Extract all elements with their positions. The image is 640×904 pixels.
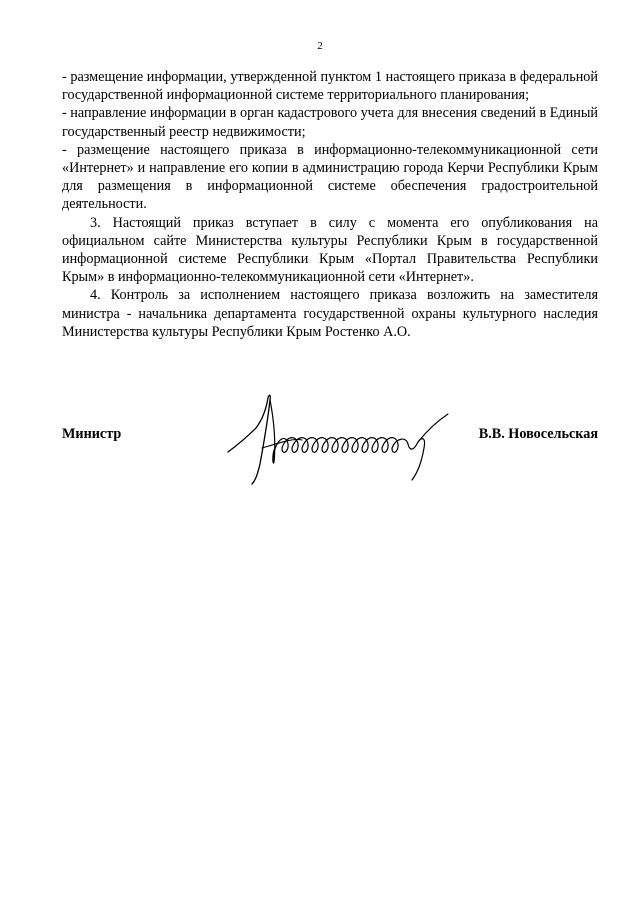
paragraph-clause-3: 3. Настоящий приказ вступает в силу с момента его опубликования на официальном сайте Министерства культуры Республики Крым в государственной информационной системе Республики Крым «Портал Правительства Республики Крым» в информационно-телекоммуникационной сети «Интернет». bbox=[62, 214, 598, 286]
paragraph-2: - направление информации в орган кадастрового учета для внесения сведений в Единый государственный реестр недвижимости; bbox=[62, 105, 598, 140]
paragraph-3: - размещение настоящего приказа в информационно-телекоммуникационной сети «Интернет» и направление его копии в администрацию города Керчи Республики Крым для размещения в информационной системе обеспечения градостроительной деятельности. bbox=[62, 141, 598, 213]
signer-name: В.В. Новосельская bbox=[478, 426, 598, 442]
signature-block bbox=[62, 420, 598, 490]
position-title: Министр bbox=[62, 426, 122, 442]
handwritten-signature bbox=[222, 392, 462, 488]
paragraph-1: - размещение информации, утвержденной пунктом 1 настоящего приказа в федеральной государственной информационной системе территориального планирования; bbox=[62, 69, 598, 104]
page-number: 2 bbox=[317, 40, 323, 52]
document-body bbox=[62, 68, 598, 341]
paragraph-clause-4: 4. Контроль за исполнением настоящего приказа возложить на заместителя министра - начальника департамента государственной охраны культурного наследия Министерства культуры Республики Крым Ростенко А.О. bbox=[62, 287, 598, 340]
